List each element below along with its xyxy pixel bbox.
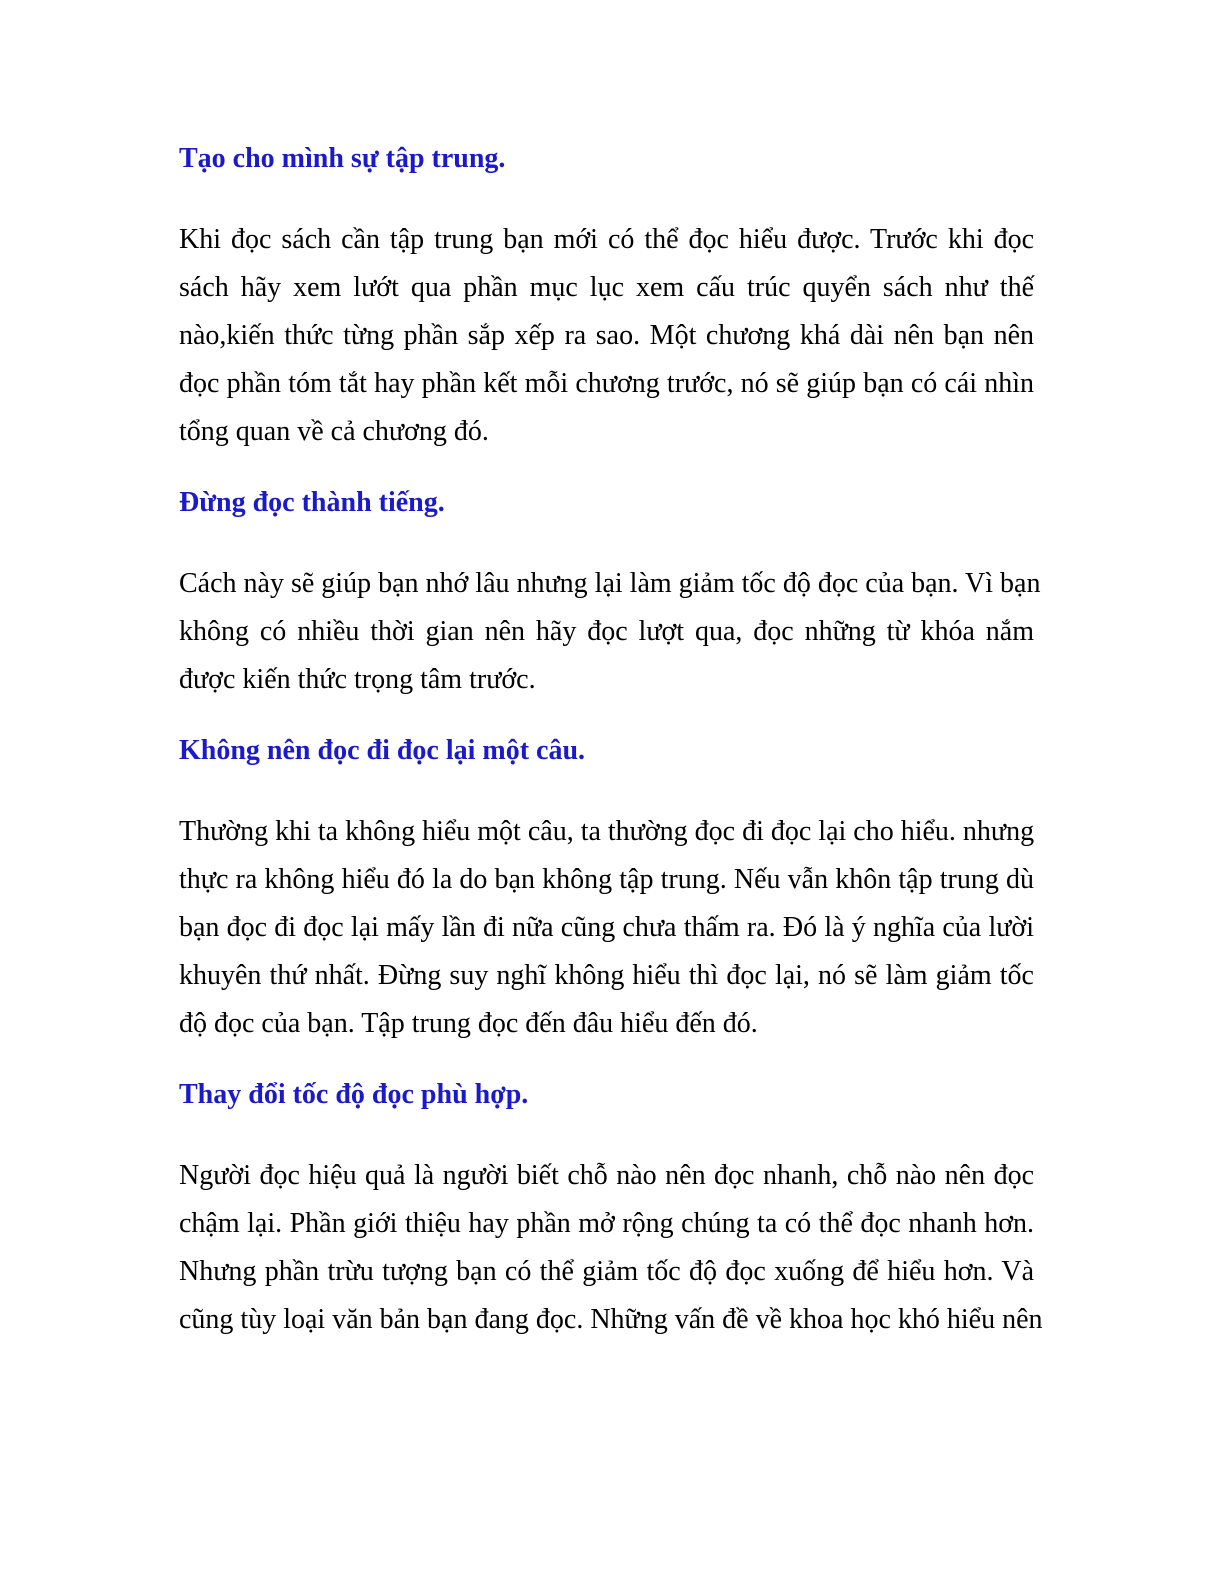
section-heading: Tạo cho mình sự tập trung.: [179, 143, 506, 174]
paragraph-line: bạn đọc đi đọc lại mấy lần đi nữa cũng chưa thấm ra. Đó là ý nghĩa của lười: [179, 912, 1034, 943]
paragraph-line: độ đọc của bạn. Tập trung đọc đến đâu hiểu đến đó.: [179, 1008, 758, 1039]
paragraph-line: không có nhiều thời gian nên hãy đọc lượt qua, đọc những từ khóa nắm: [179, 616, 1034, 647]
document-page: [179, 140, 1043, 1372]
paragraph-line: được kiến thức trọng tâm trước.: [179, 664, 536, 695]
paragraph-line: Khi đọc sách cần tập trung bạn mới có thể đọc hiểu được. Trước khi đọc: [179, 224, 1034, 255]
paragraph-line: Nhưng phần trừu tượng bạn có thể giảm tốc độ đọc xuống để hiểu hơn. Và: [179, 1256, 1034, 1287]
paragraph-line: tổng quan về cả chương đó.: [179, 416, 489, 447]
section-paragraph: [179, 216, 1034, 456]
section-heading: Thay đổi tốc độ đọc phù hợp.: [179, 1079, 529, 1110]
section-paragraph: [179, 808, 1034, 1048]
section-paragraph: [179, 560, 1041, 704]
paragraph-line: Người đọc hiệu quả là người biết chỗ nào nên đọc nhanh, chỗ nào nên đọc: [179, 1160, 1034, 1191]
paragraph-line: nào,kiến thức từng phần sắp xếp ra sao. Một chương khá dài nên bạn nên: [179, 320, 1034, 351]
paragraph-line: sách hãy xem lướt qua phần mục lục xem cấu trúc quyển sách như thế: [179, 272, 1034, 303]
paragraph-line: Thường khi ta không hiểu một câu, ta thường đọc đi đọc lại cho hiểu. nhưng: [179, 816, 1035, 847]
section-paragraph: [179, 1152, 1043, 1344]
paragraph-line: đọc phần tóm tắt hay phần kết mỗi chương trước, nó sẽ giúp bạn có cái nhìn: [179, 368, 1034, 399]
paragraph-line: chậm lại. Phần giới thiệu hay phần mở rộng chúng ta có thể đọc nhanh hơn.: [179, 1208, 1034, 1239]
paragraph-line: Cách này sẽ giúp bạn nhớ lâu nhưng lại làm giảm tốc độ đọc của bạn. Vì bạn: [179, 568, 1041, 599]
section-heading: Đừng đọc thành tiếng.: [179, 487, 445, 518]
paragraph-line: khuyên thứ nhất. Đừng suy nghĩ không hiểu thì đọc lại, nó sẽ làm giảm tốc: [179, 960, 1034, 991]
paragraph-line: cũng tùy loại văn bản bạn đang đọc. Những vấn đề về khoa học khó hiểu nên: [179, 1304, 1043, 1335]
paragraph-line: thực ra không hiểu đó la do bạn không tập trung. Nếu vẫn khôn tập trung dù: [179, 864, 1034, 895]
section-heading: Không nên đọc đi đọc lại một câu.: [179, 735, 586, 766]
